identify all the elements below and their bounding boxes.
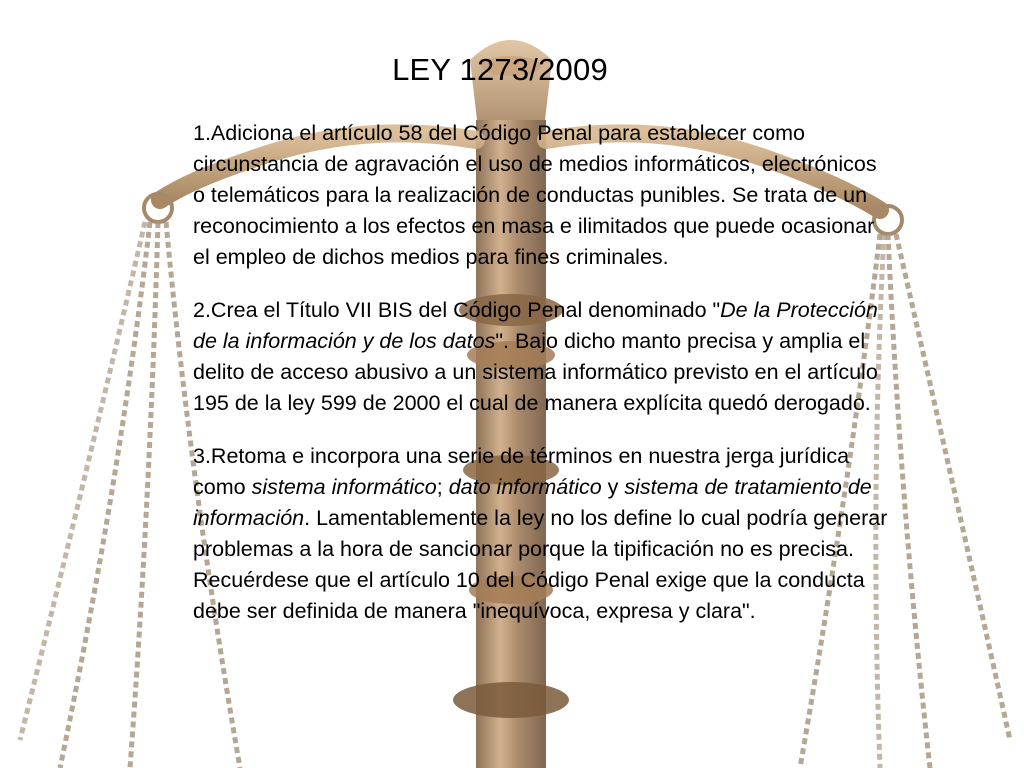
- text-segment: 3.Retoma e incorpora una serie de términos en nuestra jerga jurídica como: [193, 444, 850, 499]
- text-segment: De la Protección de la información y de los datos: [193, 298, 878, 353]
- list-item: [193, 441, 893, 627]
- slide-body: [193, 118, 893, 627]
- text-segment: sistema informático: [251, 475, 437, 499]
- text-segment: y: [601, 475, 625, 499]
- list-item: [193, 118, 893, 273]
- text-segment: . Lamentablemente la ley no los define lo cual podría generar problemas a la hora de sancionar porque la tipificación no es precisa. Recuérdese que el artículo 10 del Código Penal exige que la conducta debe ser definida de manera "inequívoca, expresa y clara".: [193, 506, 888, 623]
- text-segment: dato informático: [448, 475, 602, 499]
- list-item: [193, 295, 893, 419]
- text-segment: ;: [436, 475, 449, 499]
- slide-title: LEY 1273/2009: [392, 52, 608, 87]
- text-segment: 2.Crea el Título VII BIS del Código Penal denominado ": [193, 298, 721, 322]
- text-segment: 1.Adiciona el artículo 58 del Código Penal para establecer como circunstancia de agravación el uso de medios informáticos, electrónicos o telemáticos para la realización de conductas punibles. Se trata de un reconocimiento a los efectos en masa e ilimitados que puede ocasionar el empleo de dichos medios para fines criminales.: [193, 121, 877, 269]
- text-segment: ". Bajo dicho manto precisa y amplia el delito de acceso abusivo a un sistema informático previsto en el artículo 195 de la ley 599 de 2000 el cual de manera explícita quedó derogado.: [193, 329, 878, 415]
- text-segment: sistema de tratamiento de información: [193, 475, 872, 530]
